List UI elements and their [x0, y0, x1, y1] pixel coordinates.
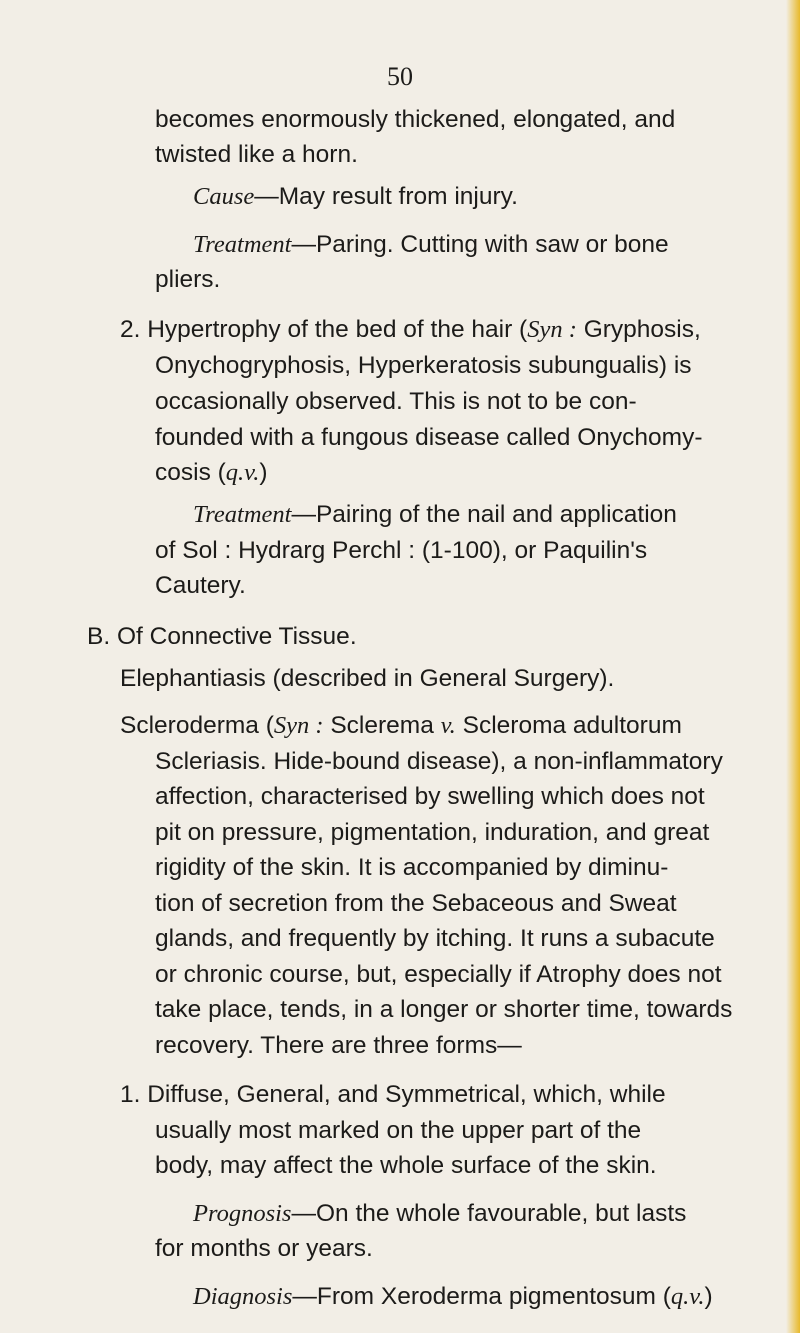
text-line [155, 140, 358, 170]
text-line [193, 1199, 686, 1229]
text-line [155, 818, 709, 848]
text-run: body, may affect the whole surface of the skin. [155, 1152, 657, 1179]
text-run: founded with a fungous disease called Onychomy- [155, 424, 703, 451]
text-line [155, 782, 705, 812]
text-line [155, 995, 732, 1025]
italic-run: Treatment [193, 231, 292, 258]
text-run: usually most marked on the upper part of the [155, 1117, 642, 1144]
text-line [120, 315, 701, 345]
text-line [155, 387, 637, 417]
text-run: 1. Diffuse, General, and Symmetrical, which, while [120, 1081, 666, 1108]
text-run: Gryphosis, [576, 316, 701, 343]
text-line [155, 1151, 657, 1181]
text-run: affection, characterised by swelling which does not [155, 783, 705, 810]
italic-run: q.v. [670, 1283, 705, 1310]
text-run: Sclerema [323, 712, 441, 739]
text-line [155, 960, 722, 990]
text-line [193, 500, 677, 530]
text-line [155, 1031, 522, 1061]
text-run: Scleroderma ( [120, 712, 274, 739]
text-line [193, 1282, 713, 1312]
italic-run: Syn : [527, 316, 577, 343]
text-line [155, 458, 268, 488]
italic-run: Diagnosis [193, 1283, 293, 1310]
text-line [155, 571, 246, 601]
text-run: —From Xeroderma pigmentosum ( [292, 1283, 671, 1310]
text-run: recovery. There are three forms— [155, 1032, 522, 1059]
text-run: pliers. [155, 266, 221, 293]
text-line [155, 423, 703, 453]
text-line [87, 622, 357, 652]
text-run: —On the whole favourable, but lasts [291, 1200, 687, 1227]
text-run: Scleriasis. Hide-bound disease), a non-inflammatory [155, 748, 723, 775]
text-run: pit on pressure, pigmentation, induration, and great [155, 819, 710, 846]
text-line [193, 230, 669, 260]
text-run: rigidity of the skin. It is accompanied by diminu- [155, 854, 669, 881]
italic-run: v. [440, 712, 456, 739]
text-run: —May result from injury. [254, 183, 518, 210]
text-line [155, 265, 220, 295]
text-line [120, 664, 614, 694]
italic-run: Treatment [193, 501, 292, 528]
text-line [193, 182, 518, 212]
text-run: of Sol : Hydrarg Perchl : (1-100), or Paquilin's [155, 537, 648, 564]
text-run: ) [259, 459, 268, 486]
text-run: —Paring. Cutting with saw or bone [291, 231, 669, 258]
text-line [155, 747, 723, 777]
text-line [120, 1080, 666, 1110]
text-line [155, 924, 715, 954]
text-run: Cautery. [155, 572, 246, 599]
text-run: glands, and frequently by itching. It runs a subacute [155, 925, 715, 952]
page-edge [786, 0, 800, 1333]
text-run: tion of secretion from the Sebaceous and Sweat [155, 890, 677, 917]
text-run: cosis ( [155, 459, 226, 486]
text-line [155, 105, 675, 135]
text-run: take place, tends, in a longer or shorter time, towards [155, 996, 733, 1023]
text-line [155, 853, 668, 883]
page-number: 50 [387, 62, 413, 91]
text-run: for months or years. [155, 1235, 373, 1262]
text-run: Elephantiasis (described in General Surgery). [120, 665, 615, 692]
text-run: or chronic course, but, especially if Atrophy does not [155, 961, 722, 988]
text-run: Scleroma adultorum [455, 712, 682, 739]
text-run: —Pairing of the nail and application [291, 501, 677, 528]
text-run: becomes enormously thickened, elongated, and [155, 106, 676, 133]
text-run: Onychogryphosis, Hyperkeratosis subungualis) is [155, 352, 692, 379]
text-line [155, 1234, 373, 1264]
text-run: 2. Hypertrophy of the bed of the hair ( [120, 316, 528, 343]
text-run: twisted like a horn. [155, 141, 358, 168]
text-line [155, 351, 692, 381]
text-run: B. Of Connective Tissue. [87, 623, 357, 650]
italic-run: q.v. [225, 459, 260, 486]
text-line [155, 536, 647, 566]
text-line [120, 711, 682, 741]
text-run: occasionally observed. This is not to be con- [155, 388, 637, 415]
text-line [155, 1116, 641, 1146]
italic-run: Syn : [273, 712, 324, 739]
italic-run: Cause [193, 183, 255, 210]
text-run: ) [704, 1283, 713, 1310]
italic-run: Prognosis [193, 1200, 292, 1227]
text-line [155, 889, 677, 919]
